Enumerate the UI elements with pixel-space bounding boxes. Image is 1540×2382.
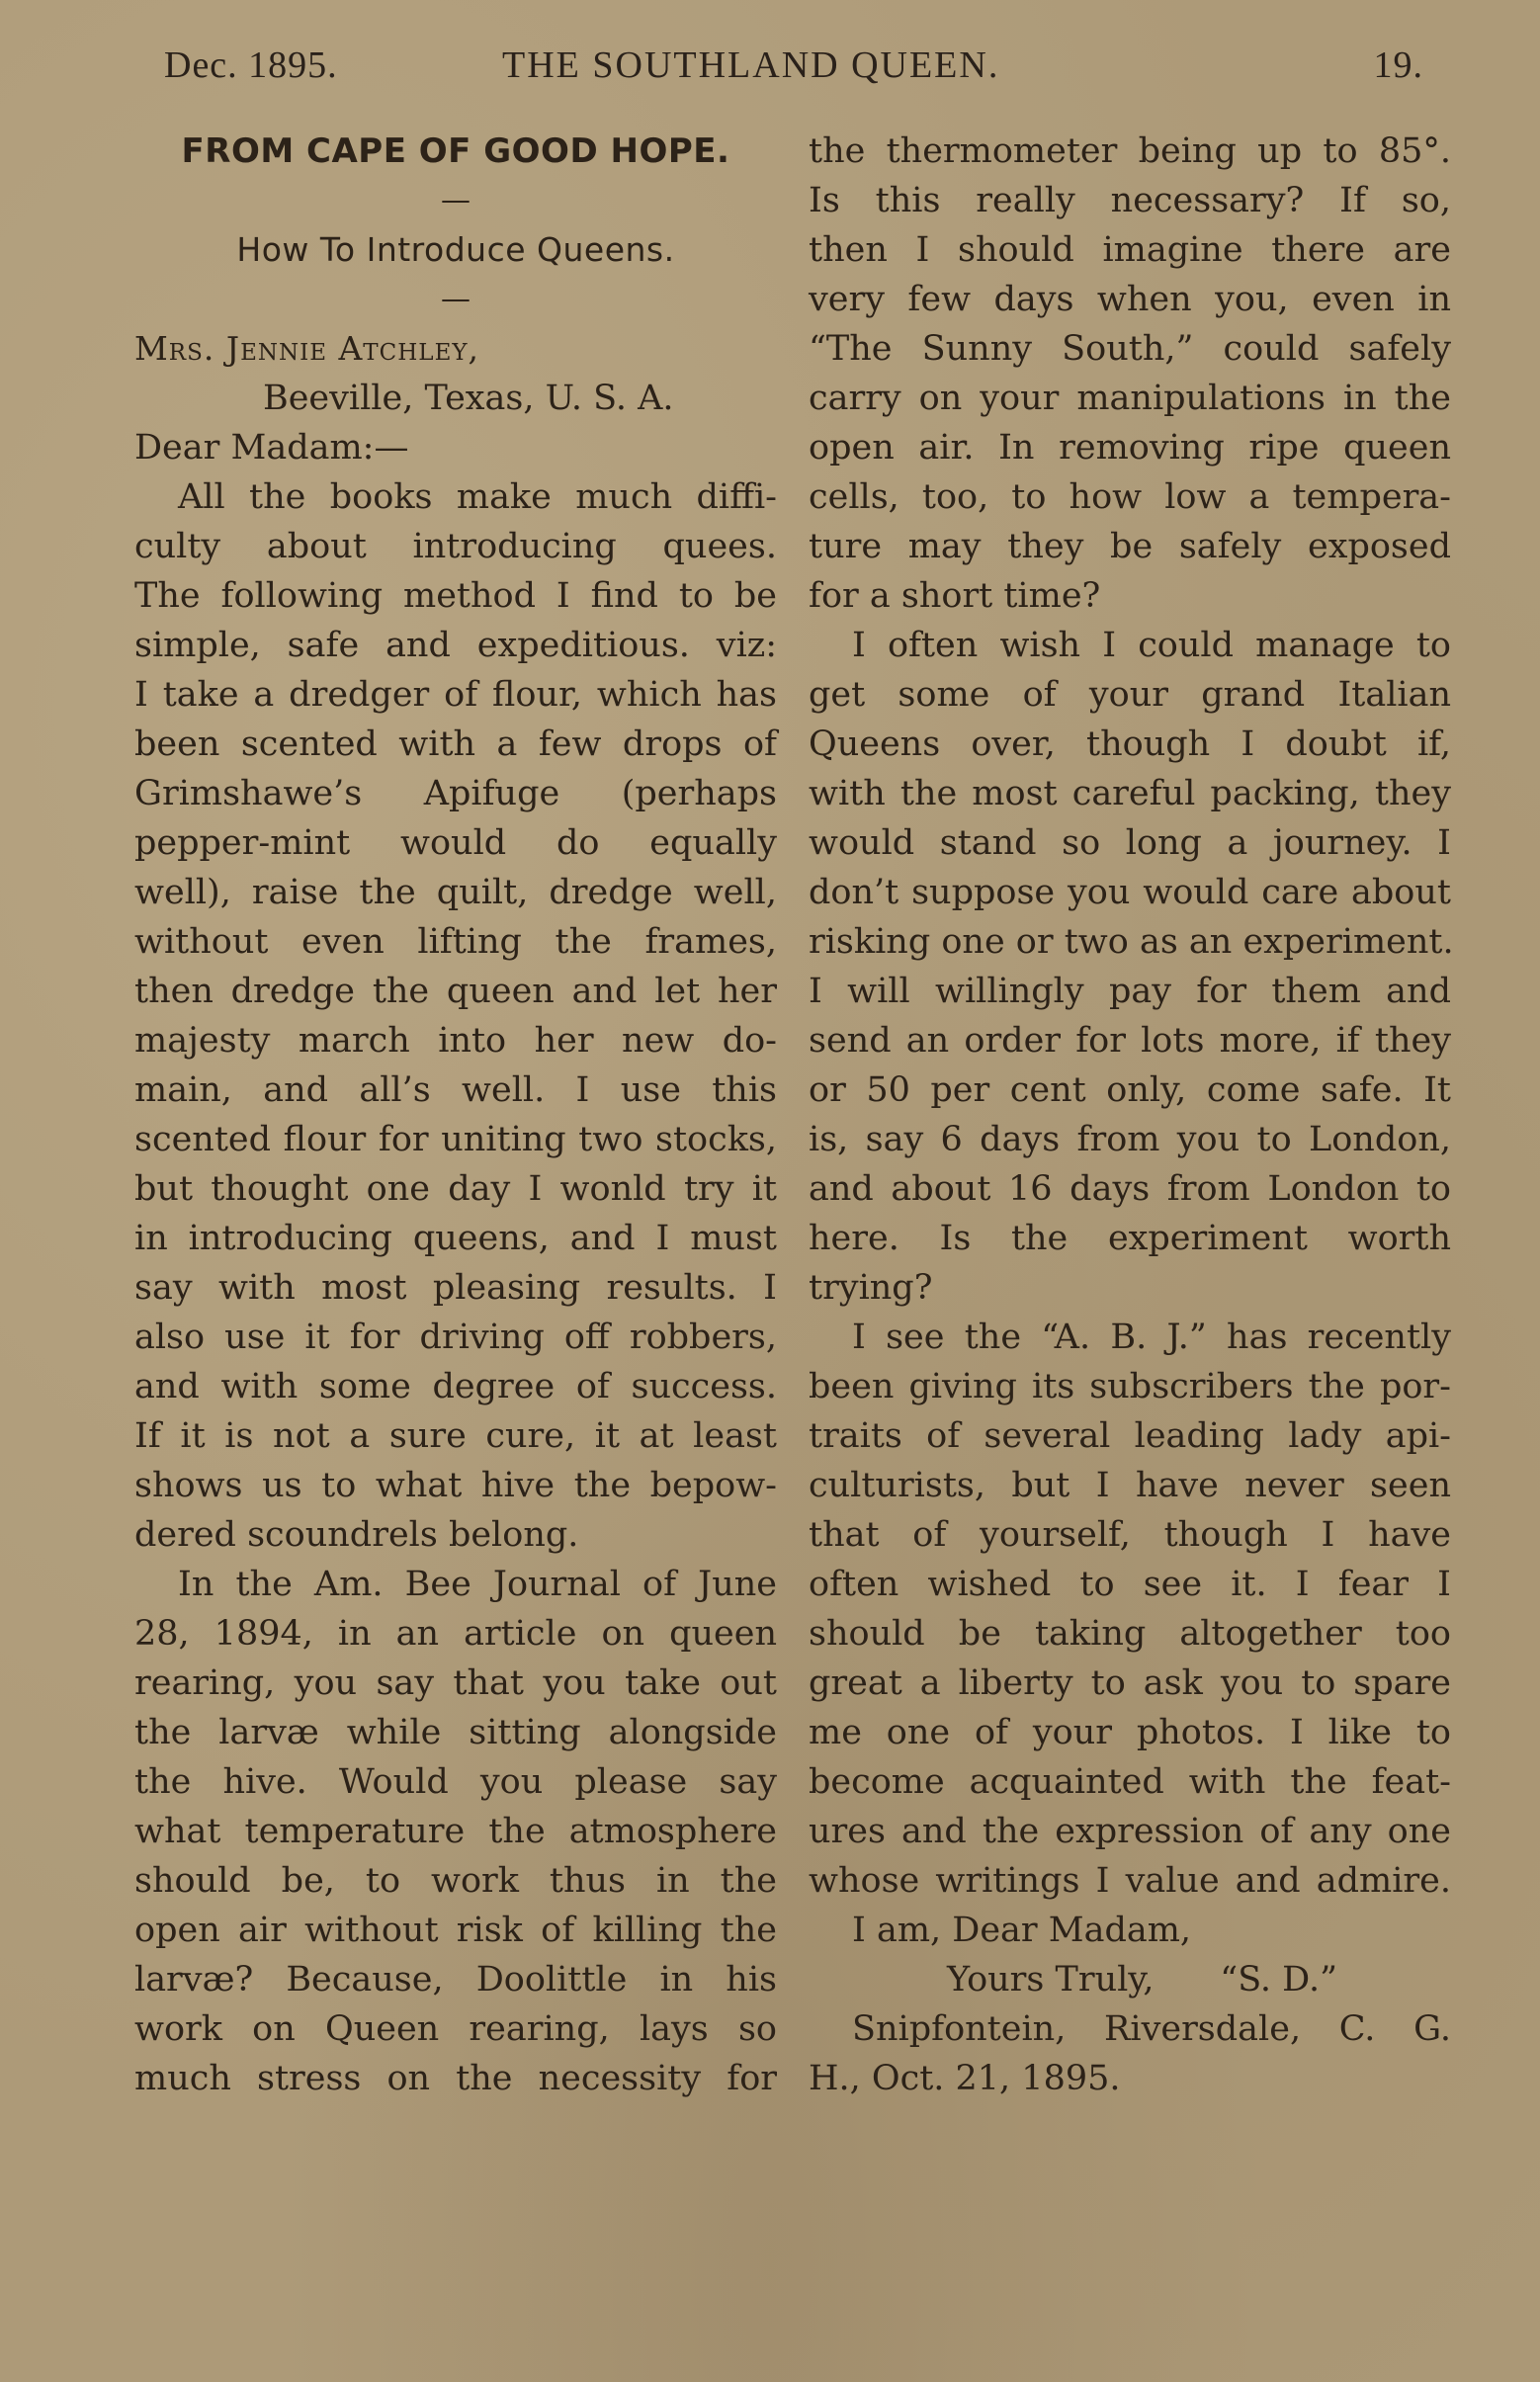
text-line: risking one or two as an experiment.	[809, 922, 1454, 962]
signature-line: Yours Truly, “S. D.”	[947, 1960, 1338, 1999]
left-column	[134, 127, 777, 2103]
text-line: main, and all’s well. I use this	[134, 1070, 777, 1110]
text-line: should be, to work thus in the	[134, 1861, 777, 1901]
text-line: The following method I find to be	[134, 576, 777, 616]
text-line: also use it for driving off robbers,	[134, 1318, 777, 1357]
text-line: ures and the expression of any one	[809, 1812, 1451, 1851]
salutation-addressee: Mrs. Jennie Atchley,	[134, 329, 480, 368]
text-line: should be taking altogether too	[809, 1614, 1451, 1654]
text-line: Queens over, though I doubt if,	[809, 724, 1451, 764]
text-line: say with most pleasing results. I	[134, 1268, 777, 1308]
text-line: very few days when you, even in	[809, 280, 1451, 319]
text-line: open air without risk of killing the	[134, 1911, 777, 1950]
text-line: what temperature the atmosphere	[134, 1812, 777, 1851]
text-line: I take a dredger of flour, which has	[134, 675, 777, 715]
text-line: simple, safe and expeditious. viz:	[134, 626, 777, 665]
text-line: here. Is the experiment worth	[809, 1219, 1451, 1258]
text-line: been scented with a few drops of	[134, 724, 777, 764]
text-line: the larvæ while sitting alongside	[134, 1713, 777, 1752]
text-line: for a short time?	[809, 576, 1101, 616]
text-line: majesty march into her new do-	[134, 1021, 777, 1061]
text-line: In the Am. Bee Journal of June	[178, 1565, 777, 1604]
text-line: larvæ? Because, Doolittle in his	[134, 1960, 777, 1999]
text-line: or 50 per cent only, come safe. It	[809, 1070, 1451, 1110]
text-line: in introducing queens, and I must	[134, 1219, 777, 1258]
text-line: and about 16 days from London to	[809, 1169, 1451, 1209]
text-line: the thermometer being up to 85°.	[809, 131, 1451, 171]
text-line: dered scoundrels belong.	[134, 1515, 579, 1555]
text-line: I see the “A. B. J.” has recently	[852, 1318, 1451, 1357]
header-journal-title: THE SOUTHLAND QUEEN.	[502, 44, 1000, 86]
text-line: open air. In removing ripe queen	[809, 428, 1451, 468]
text-line: All the books make much diffi-	[178, 477, 777, 517]
text-line: become acquainted with the feat-	[809, 1762, 1451, 1802]
text-line: is, say 6 days from you to London,	[809, 1120, 1451, 1159]
subtitle-dash: —	[441, 282, 471, 316]
text-line: but thought one day I wonld try it	[134, 1169, 777, 1209]
text-line: great a liberty to ask you to spare	[809, 1663, 1451, 1703]
text-line: would stand so long a journey. I	[809, 823, 1451, 863]
text-line: ture may they be safely exposed	[809, 527, 1451, 566]
text-line: I will willingly pay for them and	[809, 972, 1451, 1011]
text-line: me one of your photos. I like to	[809, 1713, 1451, 1752]
article-title: FROM CAPE OF GOOD HOPE.	[181, 131, 730, 171]
text-line: carry on your manipulations in the	[809, 379, 1451, 418]
article-subtitle: How To Introduce Queens.	[236, 230, 675, 269]
text-line: rearing, you say that you take out	[134, 1663, 777, 1703]
text-line: the hive. Would you please say	[134, 1762, 777, 1802]
text-line: cells, too, to how low a tempera-	[809, 477, 1451, 517]
text-line: shows us to what hive the bepow-	[134, 1466, 777, 1505]
text-line: scented flour for uniting two stocks,	[134, 1120, 777, 1159]
text-line: been giving its subscribers the por-	[809, 1367, 1451, 1406]
text-line: with the most careful packing, they	[809, 774, 1451, 813]
header-page-number: 19.	[1373, 44, 1423, 86]
text-line: pepper-mint would do equally	[134, 823, 777, 863]
text-line: 28, 1894, in an article on queen	[134, 1614, 777, 1654]
text-line: often wished to see it. I fear I	[809, 1565, 1451, 1604]
text-line: that of yourself, though I have	[809, 1515, 1451, 1555]
text-line: well), raise the quilt, dredge well,	[134, 873, 777, 912]
title-dash: —	[441, 183, 471, 217]
right-column	[809, 127, 1454, 2103]
text-line: don’t suppose you would care about	[809, 873, 1451, 912]
text-line: and with some degree of success.	[134, 1367, 777, 1406]
text-line: Grimshawe’s Apifuge (perhaps	[134, 774, 777, 813]
text-line: whose writings I value and admire.	[809, 1861, 1451, 1901]
running-header	[158, 43, 1423, 93]
text-line: If it is not a sure cure, it at least	[134, 1416, 777, 1456]
location-line: Snipfontein, Riversdale, C. G.	[852, 2009, 1451, 2049]
text-line: without even lifting the frames,	[134, 922, 777, 962]
header-date: Dec. 1895.	[164, 44, 338, 86]
text-line: culturists, but I have never seen	[809, 1466, 1451, 1505]
text-line: I often wish I could manage to	[852, 626, 1451, 665]
salutation-address: Beeville, Texas, U. S. A.	[263, 379, 674, 418]
text-line: culty about introducing quees.	[134, 527, 777, 566]
date-line: H., Oct. 21, 1895.	[809, 2059, 1121, 2098]
text-line: then dredge the queen and let her	[134, 972, 777, 1011]
text-line: get some of your grand Italian	[809, 675, 1451, 715]
text-line: traits of several leading lady api-	[809, 1416, 1451, 1456]
text-line: Is this really necessary? If so,	[809, 181, 1451, 220]
text-line: trying?	[809, 1268, 933, 1308]
text-line: send an order for lots more, if they	[809, 1021, 1451, 1061]
closing-line: I am, Dear Madam,	[852, 1911, 1192, 1950]
text-line: then I should imagine there are	[809, 230, 1451, 270]
text-line: “The Sunny South,” could safely	[809, 329, 1451, 369]
salutation-greeting: Dear Madam:—	[134, 428, 409, 468]
text-line: work on Queen rearing, lays so	[134, 2009, 777, 2049]
text-line: much stress on the necessity for	[134, 2059, 777, 2098]
